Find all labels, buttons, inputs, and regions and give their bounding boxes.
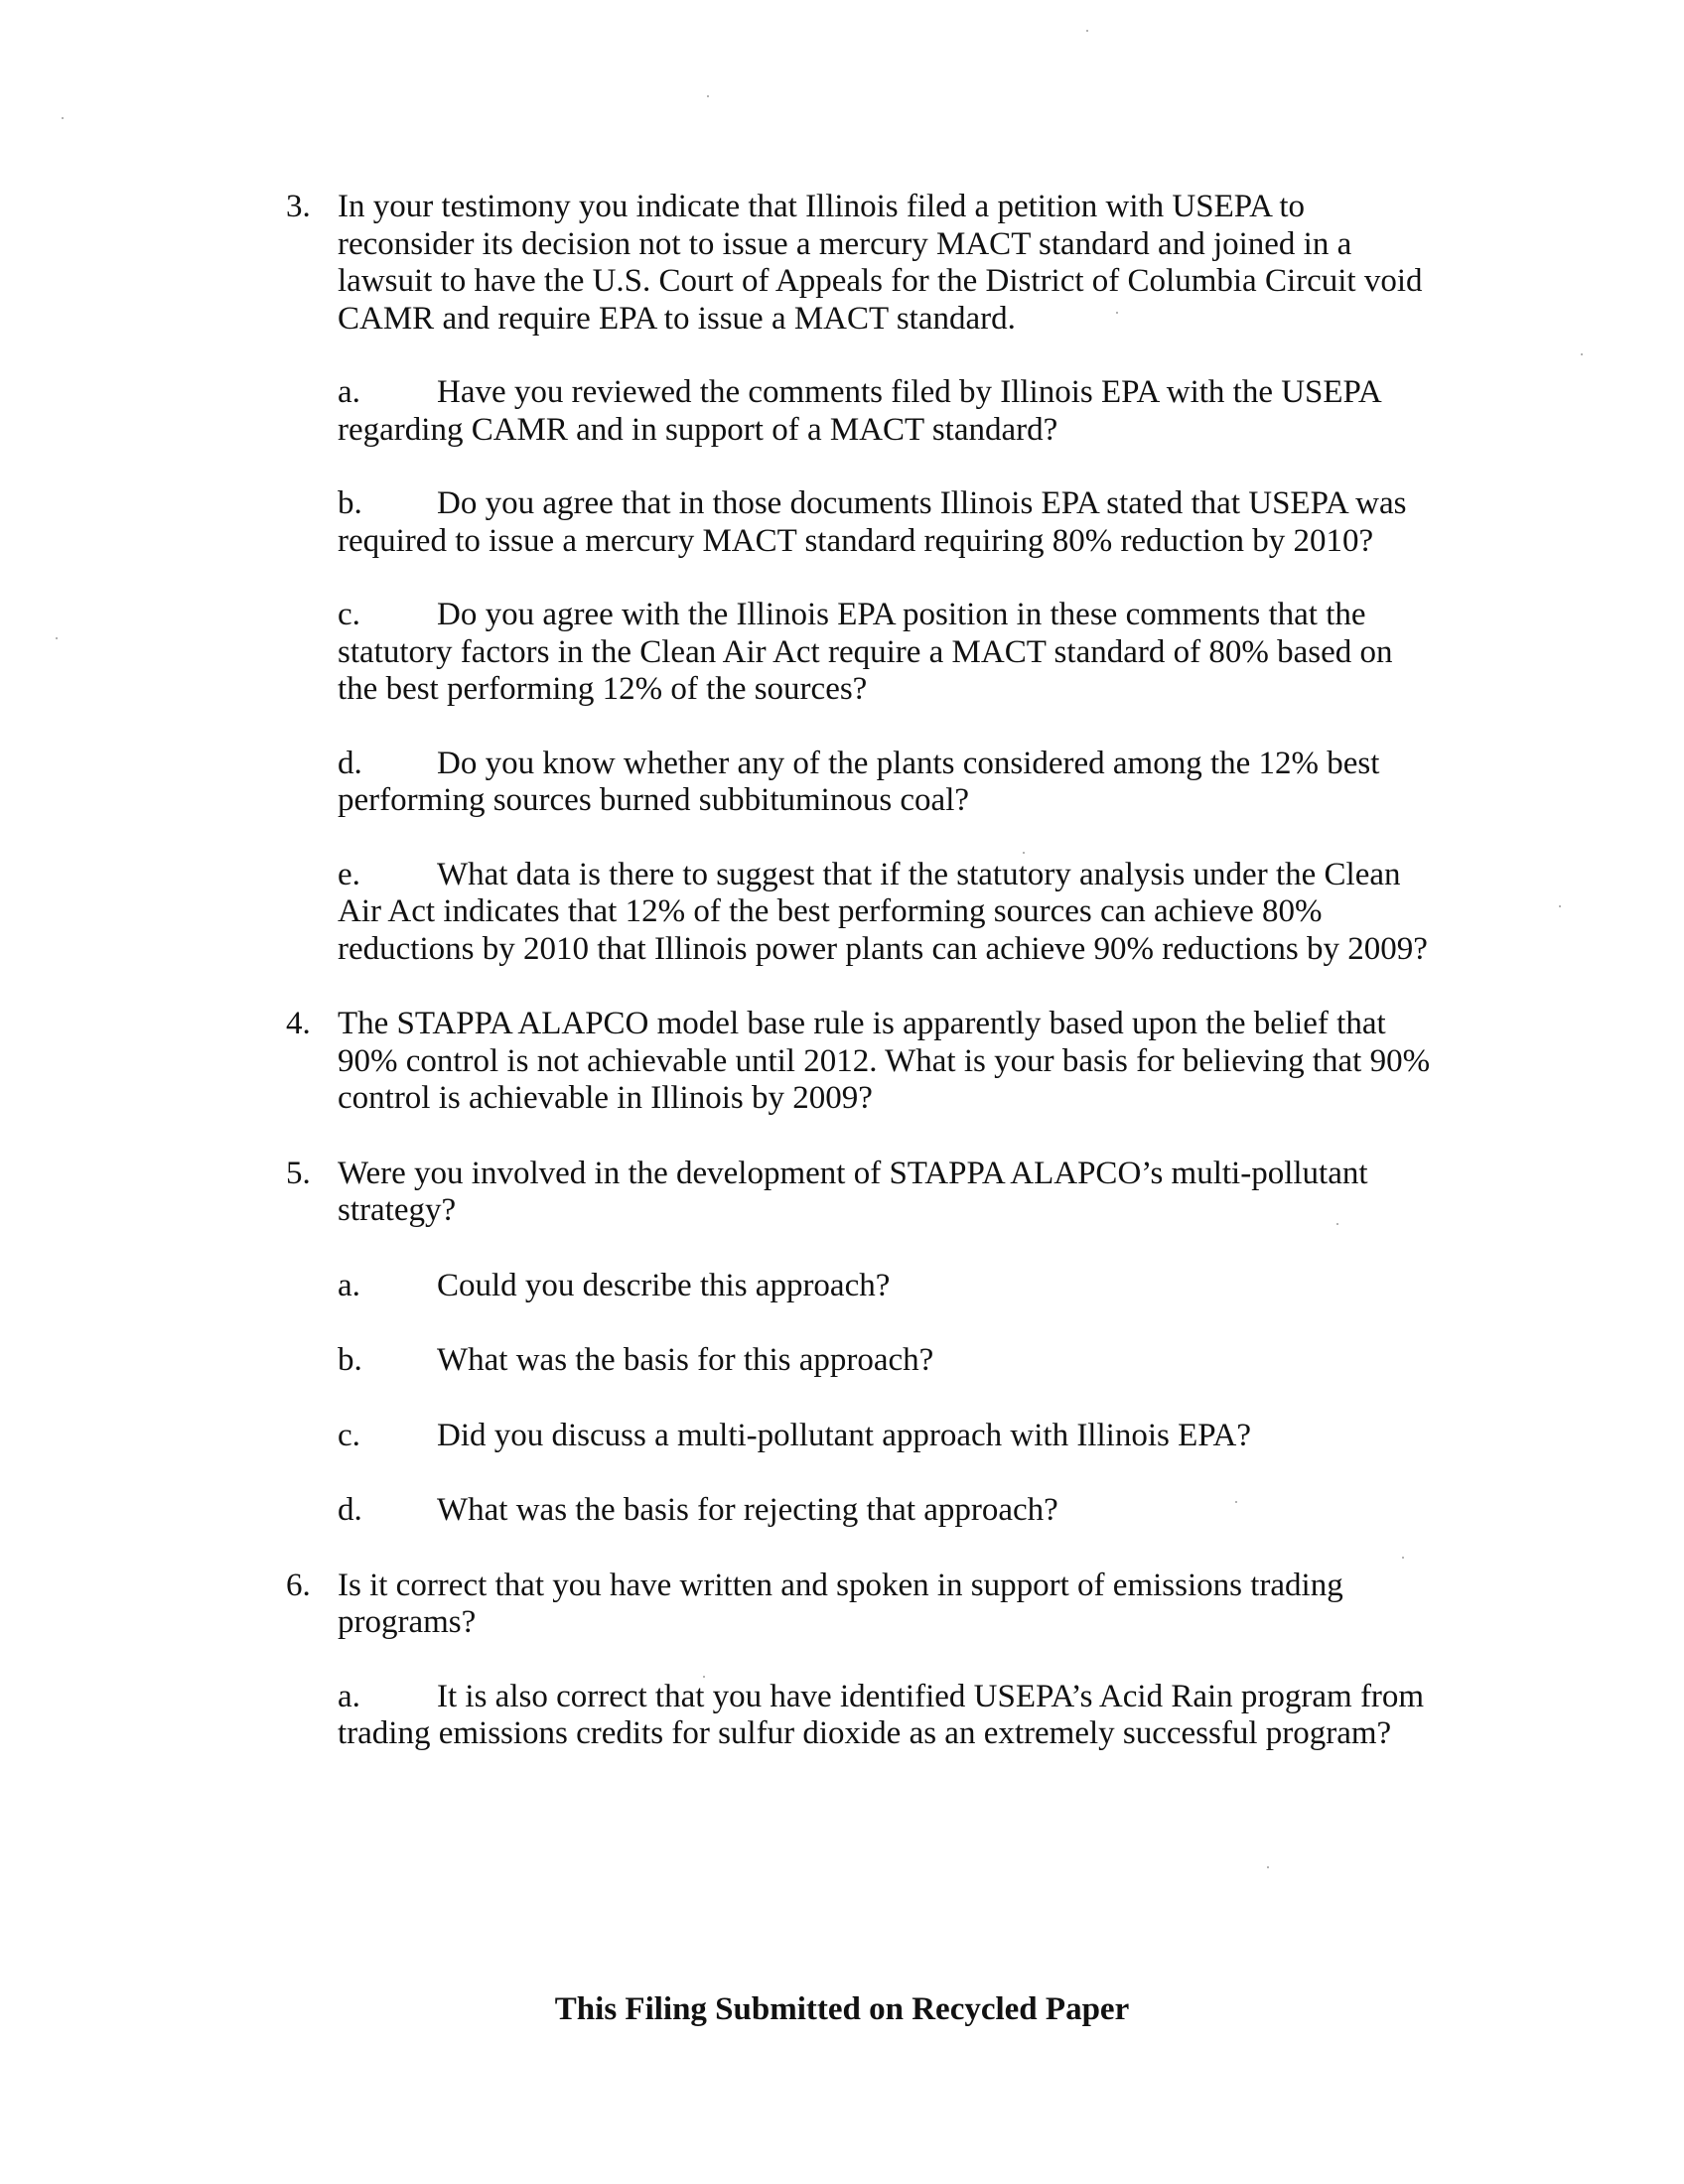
sub-question-letter: c. xyxy=(338,597,360,632)
question-item xyxy=(286,1006,1438,1118)
sub-question-text: It is also correct that you have identified USEPA’s Acid Rain program from trading emissions credits for sulfur dioxide as an extremely successful program? xyxy=(338,1678,1425,1751)
question-number: 5. xyxy=(286,1155,311,1191)
question-item xyxy=(286,189,1438,338)
scan-speck xyxy=(707,95,709,97)
sub-question xyxy=(338,1679,1438,1753)
scan-speck xyxy=(1267,1866,1269,1868)
sub-question-letter: b. xyxy=(338,1342,362,1378)
scan-speck xyxy=(1581,353,1583,355)
sub-question-text: Do you agree with the Illinois EPA position in these comments that the statutory factors in the Clean Air Act require a MACT standard of 80% based on the best performing 12% of the sources? xyxy=(338,597,1393,707)
sub-question xyxy=(338,597,1438,709)
sub-question-text: Did you discuss a multi-pollutant approach with Illinois EPA? xyxy=(437,1417,1252,1453)
sub-question xyxy=(338,1418,1438,1455)
question-text: The STAPPA ALAPCO model base rule is apparently based upon the belief that 90% control is not achievable until 2012. What is your basis for believing that 90% control is achievable in Illinois by 2009? xyxy=(338,1006,1431,1116)
sub-question xyxy=(338,374,1438,449)
sub-question-text: Do you know whether any of the plants considered among the 12% best performing sources burned subbituminous coal? xyxy=(338,745,1380,818)
sub-question-text: What was the basis for this approach? xyxy=(437,1342,934,1378)
question-text: In your testimony you indicate that Illinois filed a petition with USEPA to reconsider its decision not to issue a mercury MACT standard and joined in a lawsuit to have the U.S. Court of Appeals for the District of Columbia Circuit void CAMR and require EPA to issue a MACT standard. xyxy=(338,189,1423,337)
question-number: 6. xyxy=(286,1567,311,1603)
question-text: Were you involved in the development of STAPPA ALAPCO’s multi-pollutant strategy? xyxy=(338,1155,1368,1228)
scan-speck xyxy=(1086,30,1088,32)
sub-question-letter: b. xyxy=(338,485,362,521)
scan-speck xyxy=(1559,905,1561,907)
sub-question-letter: c. xyxy=(338,1417,360,1453)
footer-text: This Filing Submitted on Recycled Paper xyxy=(554,1991,1130,2027)
scan-speck xyxy=(62,117,64,119)
sub-question-text: Have you reviewed the comments filed by Illinois EPA with the USEPA regarding CAMR and in support of a MACT standard? xyxy=(338,374,1380,448)
sub-question xyxy=(338,1492,1438,1530)
sub-question xyxy=(338,1268,1438,1305)
scan-speck xyxy=(56,637,58,639)
sub-question xyxy=(338,746,1438,820)
sub-question-letter: d. xyxy=(338,1492,362,1528)
sub-question-text: What data is there to suggest that if the statutory analysis under the Clean Air Act indicates that 12% of the best performing sources can achieve 80% reductions by 2010 that Illinois power plants can achieve 90% reductions by 2009? xyxy=(338,856,1428,967)
question-number: 3. xyxy=(286,189,311,224)
sub-question-text: Do you agree that in those documents Illinois EPA stated that USEPA was required to issue a mercury MACT standard requiring 80% reduction by 2010? xyxy=(338,485,1407,559)
sub-question xyxy=(338,485,1438,560)
question-item xyxy=(286,1156,1438,1230)
sub-question-letter: a. xyxy=(338,1678,360,1714)
sub-question-text: Could you describe this approach? xyxy=(437,1267,891,1303)
questions-list xyxy=(286,189,1438,1753)
sub-question-letter: a. xyxy=(338,1267,360,1303)
sub-question-letter: d. xyxy=(338,745,362,781)
sub-question xyxy=(338,857,1438,969)
sub-question-letter: e. xyxy=(338,856,360,892)
question-item xyxy=(286,1568,1438,1642)
sub-question-text: What was the basis for rejecting that approach? xyxy=(437,1492,1058,1528)
sub-question-letter: a. xyxy=(338,374,360,410)
sub-question xyxy=(338,1342,1438,1380)
question-number: 4. xyxy=(286,1006,311,1041)
question-text: Is it correct that you have written and spoken in support of emissions trading programs? xyxy=(338,1567,1343,1640)
